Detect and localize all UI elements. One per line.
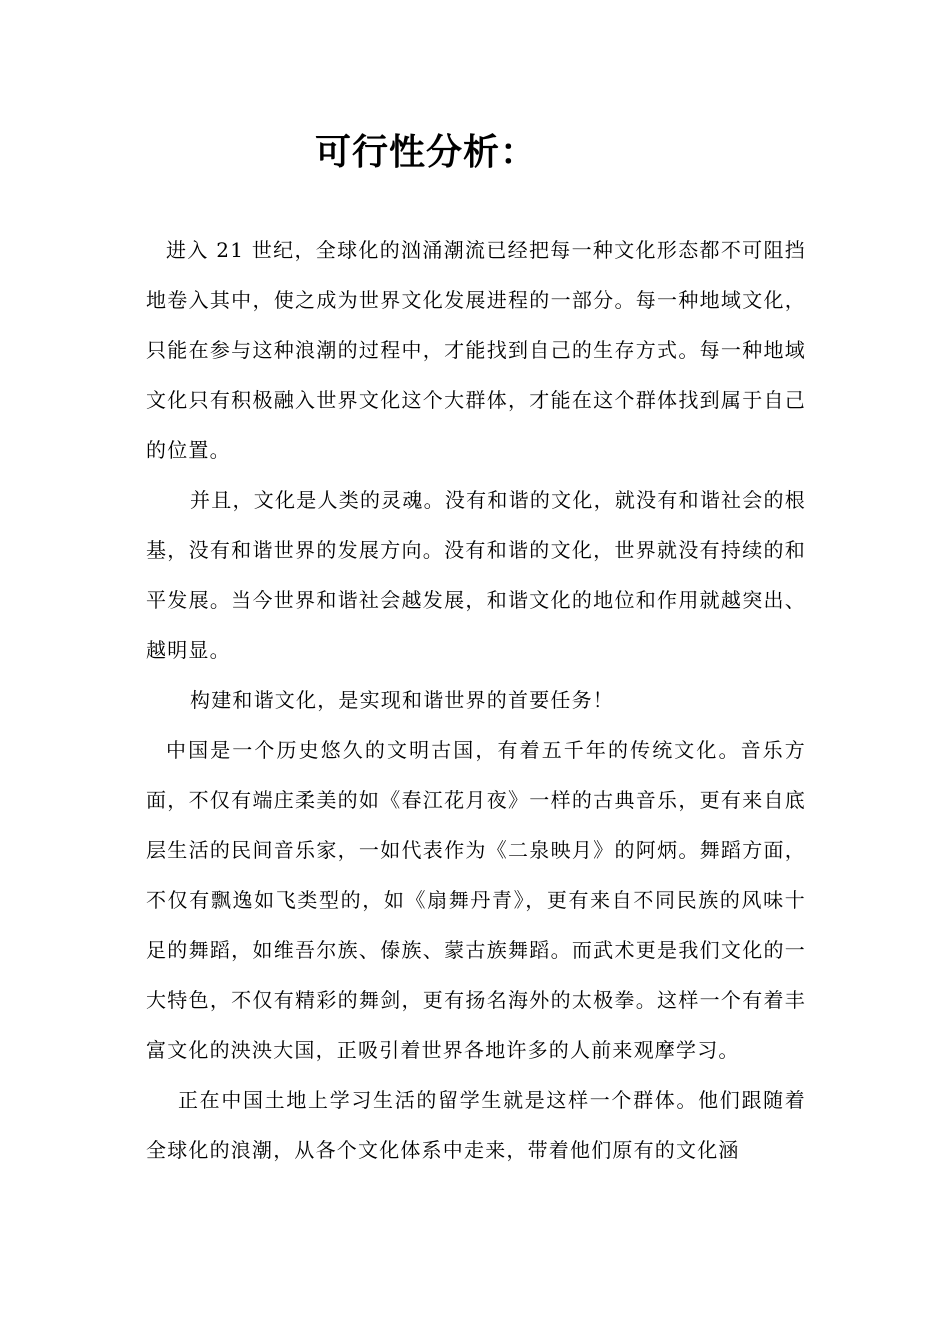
paragraph-chinese-culture: 中国是一个历史悠久的文明古国，有着五千年的传统文化。音乐方面，不仅有端庄柔美的如《春江花月夜》一样的古典音乐，更有来自底层生活的民间音乐家，一如代表作为《二泉映月》的阿炳。舞蹈方面，不仅有飘逸如飞类型的，如《扇舞丹青》，更有来自不同民族的风味十足的舞蹈，如维吾尔族、傣族、蒙古族舞蹈。而武术更是我们文化的一大特色，不仅有精彩的舞剑，更有扬名海外的太极拳。这样一个有着丰富文化的泱泱大国，正吸引着世界各地许多的人前来观摩学习。 xyxy=(146,738,806,1062)
paragraph-international-students: 正在中国土地上学习生活的留学生就是这样一个群体。他们跟随着全球化的浪潮，从各个文化体系中走来，带着他们原有的文化涵 xyxy=(146,1088,806,1162)
paragraph-harmonious-culture: 构建和谐文化，是实现和谐世界的首要任务！ xyxy=(190,688,614,712)
document-body xyxy=(146,225,806,1175)
paragraph-globalization: 进入 21 世纪，全球化的汹涌潮流已经把每一种文化形态都不可阻挡地卷入其中，使之成为世界文化发展进程的一部分。每一种地域文化，只能在参与这种浪潮的过程中，才能找到自己的生存方式。每一种地域文化只有积极融入世界文化这个大群体，才能在这个群体找到属于自己的位置。 xyxy=(146,238,806,462)
paragraph-culture-soul: 并且，文化是人类的灵魂。没有和谐的文化，就没有和谐社会的根基，没有和谐世界的发展方向。没有和谐的文化，世界就没有持续的和平发展。当今世界和谐社会越发展，和谐文化的地位和作用就越突出、越明显。 xyxy=(146,488,806,662)
document-title: 可行性分析： xyxy=(314,132,537,173)
